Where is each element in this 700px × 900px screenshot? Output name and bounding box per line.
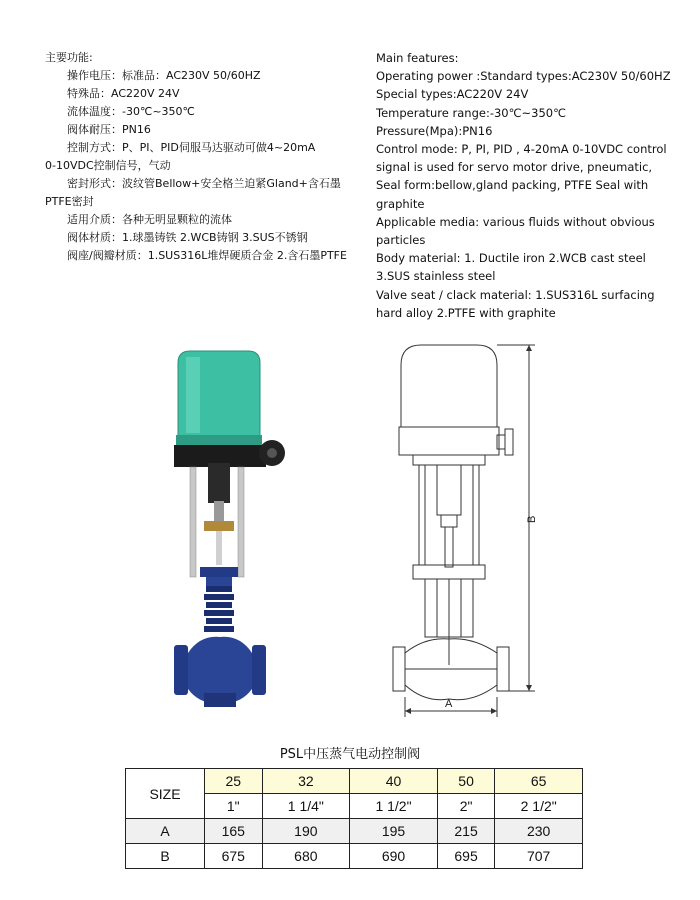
en-line: signal is used for servo motor drive, pneumatic, — [376, 160, 653, 175]
zh-line: 密封形式：波纹管Bellow+安全格兰迫紧Gland+含石墨 — [67, 177, 341, 190]
table-row — [126, 769, 583, 794]
table-row — [126, 844, 583, 869]
dn-cell: 40 — [350, 769, 438, 794]
b-cell: 675 — [205, 844, 263, 869]
a-cell: 165 — [205, 819, 263, 844]
row-b-label: B — [126, 844, 205, 869]
en-line: 3.SUS stainless steel — [376, 269, 496, 284]
zh-line: PTFE密封 — [45, 195, 94, 208]
en-line: Body material: 1. Ductile iron 2.WCB cast steel — [376, 251, 646, 266]
zh-line: 阀体材质：1.球墨铸铁 2.WCB铸钢 3.SUS不锈钢 — [67, 231, 308, 244]
dn-cell: 32 — [262, 769, 350, 794]
a-cell: 195 — [350, 819, 438, 844]
inch-cell: 1 1/4" — [262, 794, 350, 819]
en-line: Main features: — [376, 51, 459, 65]
en-line: Pressure(Mpa):PN16 — [376, 123, 493, 138]
dn-cell: 65 — [495, 769, 583, 794]
zh-line: 主要功能: — [45, 51, 93, 64]
b-cell: 695 — [437, 844, 495, 869]
b-cell: 690 — [350, 844, 438, 869]
b-cell: 680 — [262, 844, 350, 869]
row-a-label: A — [126, 819, 205, 844]
size-label: SIZE — [126, 769, 205, 819]
dimension-b-label: B — [526, 515, 538, 523]
dimension-a-label: A — [445, 698, 453, 710]
en-line: particles — [376, 233, 426, 248]
en-line: Seal form:bellow,gland packing, PTFE Seal with — [376, 178, 649, 193]
zh-line: 流体温度：-30℃~350℃ — [67, 105, 195, 118]
inch-cell: 1 1/2" — [350, 794, 438, 819]
valve-photo — [160, 345, 300, 715]
en-line: Valve seat / clack material: 1.SUS316L surfacing — [376, 287, 655, 302]
en-line: Operating power :Standard types:AC230V 50/60HZ — [376, 69, 671, 84]
table-title: PSL中压蒸气电动控制阀 — [279, 747, 421, 762]
zh-line: 控制方式：P、PI、PID伺服马达驱动可做4~20mA — [67, 141, 316, 154]
zh-line: 操作电压：标准品：AC230V 50/60HZ — [67, 69, 261, 82]
dn-cell: 50 — [437, 769, 495, 794]
zh-line: 适用介质：各种无明显颗粒的流体 — [67, 213, 232, 226]
en-line: Temperature range:-30℃~350℃ — [376, 105, 567, 120]
dn-cell: 25 — [205, 769, 263, 794]
a-cell: 190 — [262, 819, 350, 844]
inch-cell: 2 1/2" — [495, 794, 583, 819]
size-table — [125, 768, 583, 869]
a-cell: 215 — [437, 819, 495, 844]
b-cell: 707 — [495, 844, 583, 869]
zh-line: 0-10VDC控制信号，气动 — [45, 159, 171, 172]
en-line: Special types:AC220V 24V — [376, 87, 529, 102]
inch-cell: 1" — [205, 794, 263, 819]
en-line: Control mode: P, PI, PID , 4-20mA 0-10VDC control — [376, 142, 667, 157]
english-features-text — [376, 49, 676, 322]
zh-line: 阀座/阀瓣材质：1.SUS316L堆焊硬质合金 2.含石墨PTFE — [67, 249, 347, 262]
en-line: hard alloy 2.PTFE with graphite — [376, 305, 556, 320]
dimension-drawing — [385, 335, 550, 725]
a-cell: 230 — [495, 819, 583, 844]
inch-cell: 2" — [437, 794, 495, 819]
table-row — [126, 819, 583, 844]
en-line: Applicable media: various fluids without obvious — [376, 214, 655, 229]
chinese-features-text — [45, 49, 365, 265]
zh-line: 阀体耐压：PN16 — [67, 123, 151, 136]
en-line: graphite — [376, 196, 425, 211]
zh-line: 特殊品：AC220V 24V — [67, 87, 180, 100]
